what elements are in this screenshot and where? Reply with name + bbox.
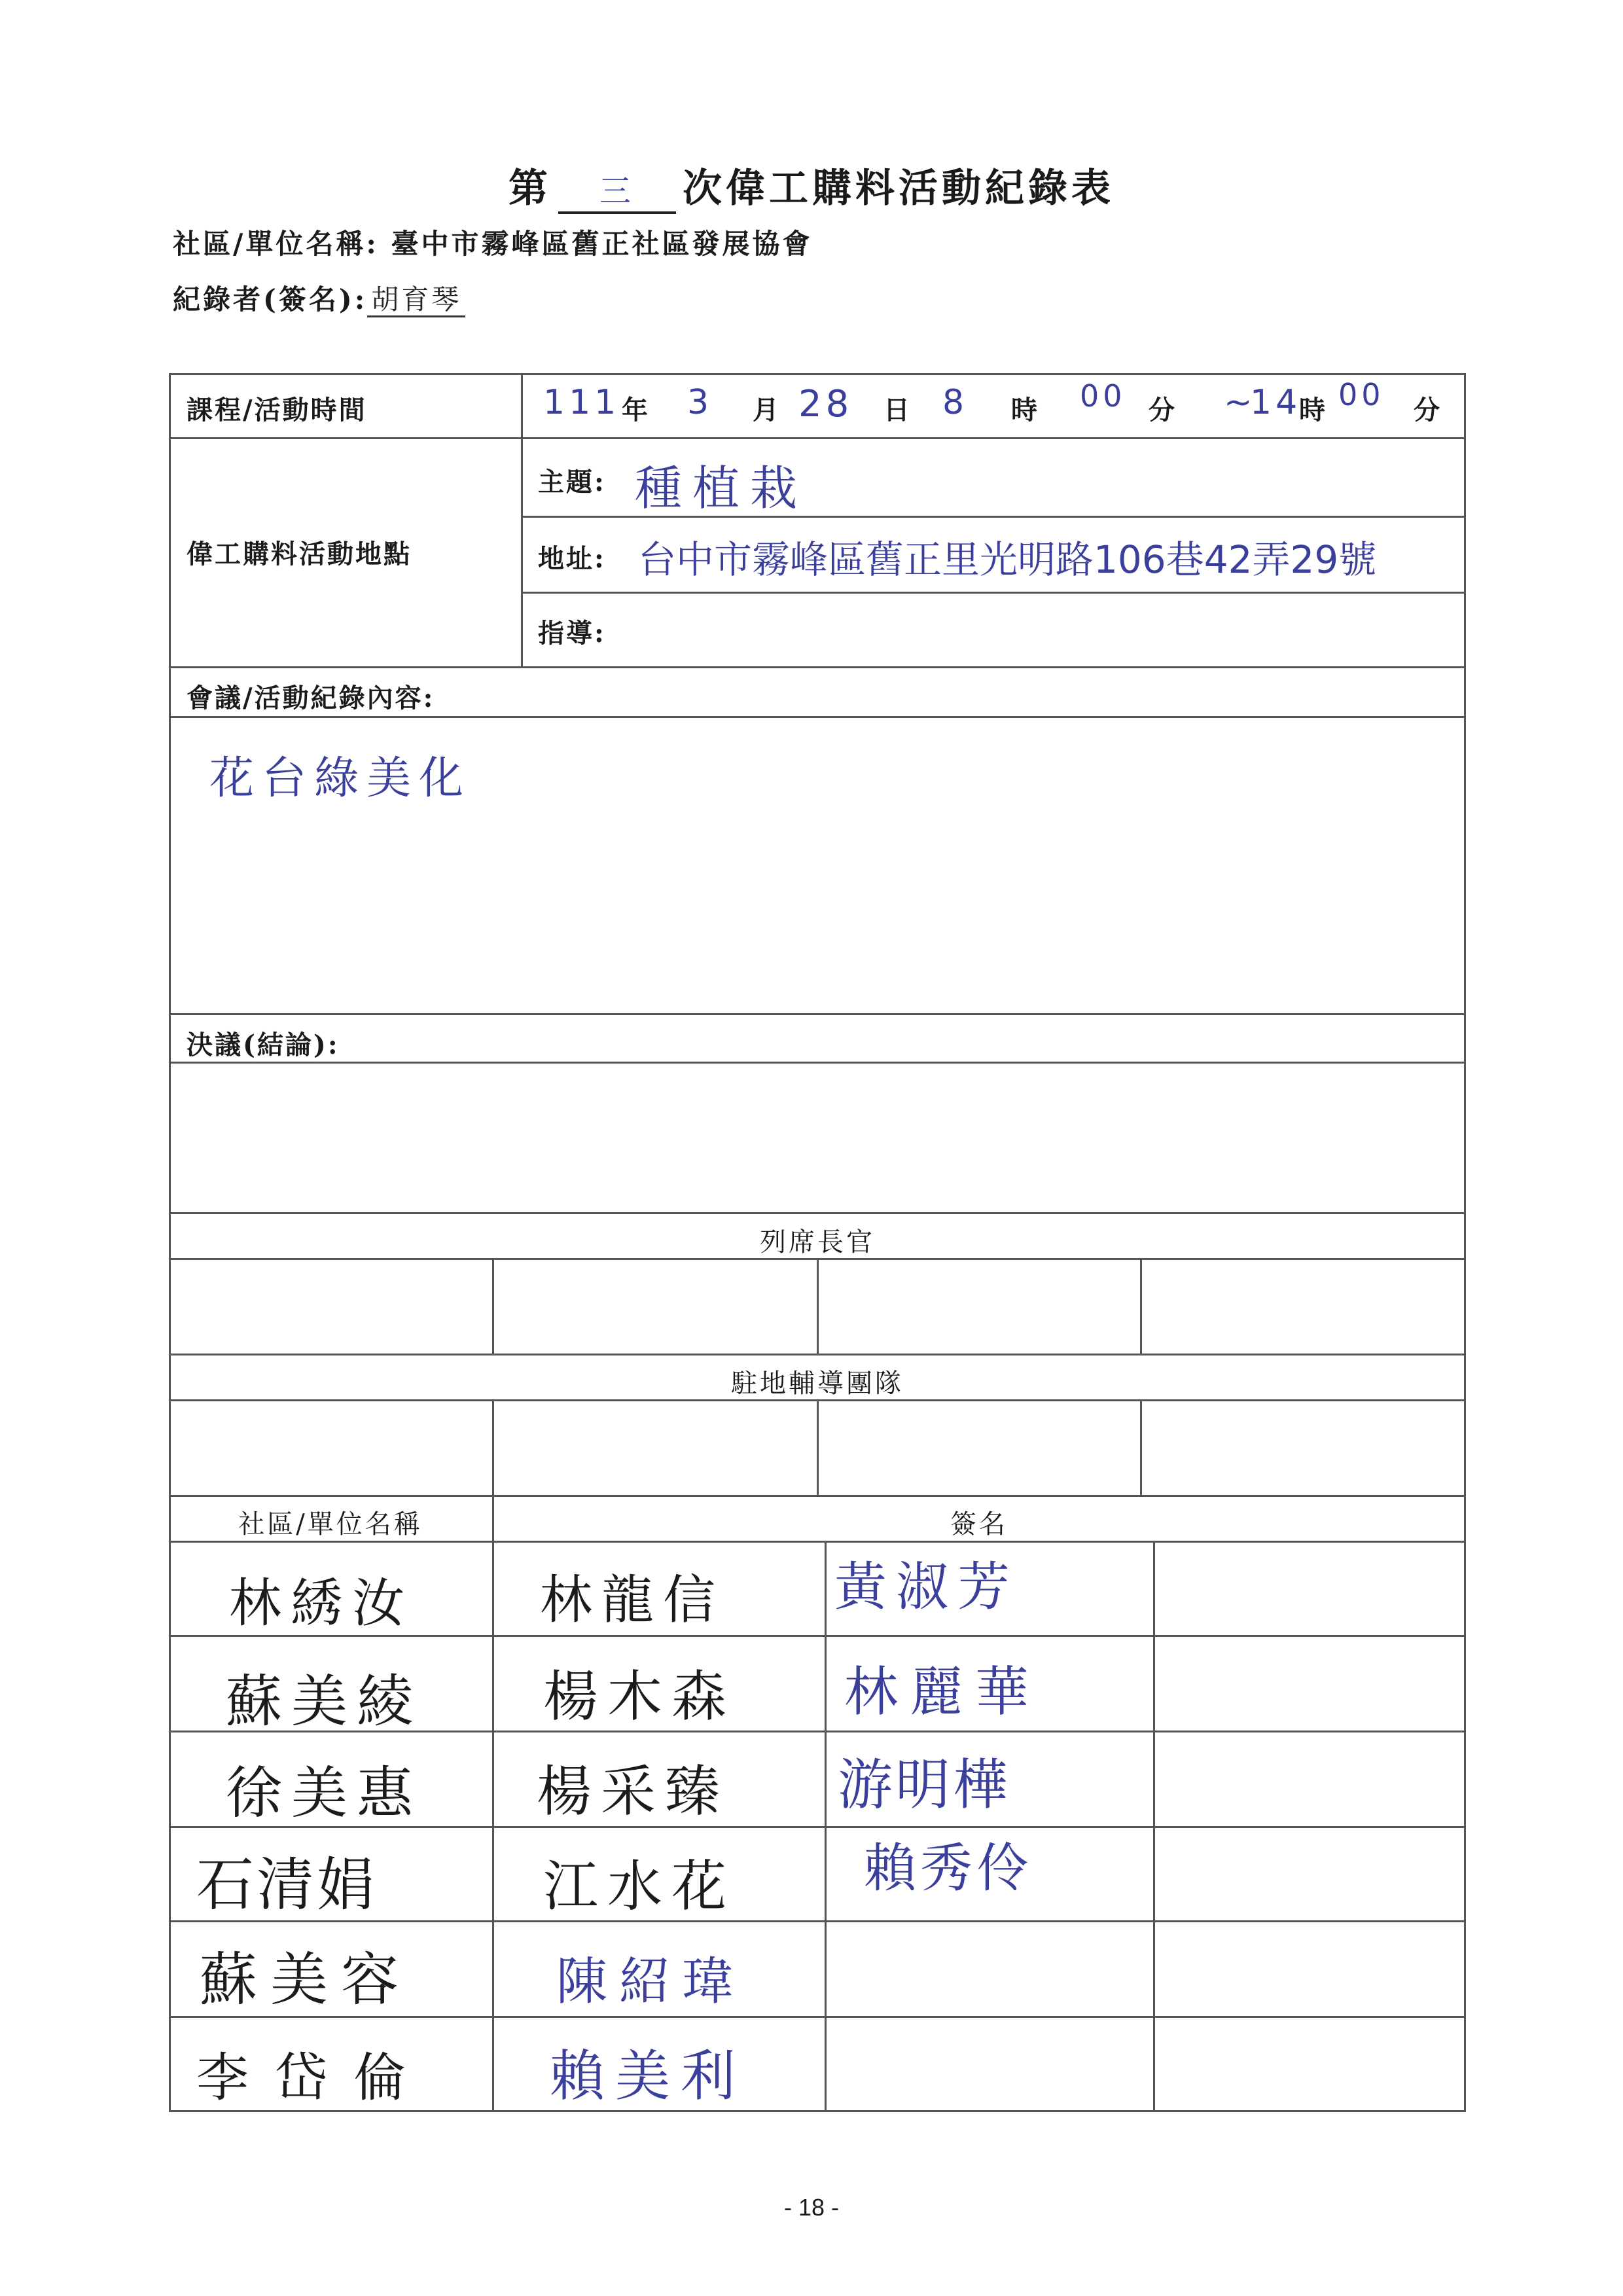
table-rule	[169, 716, 1466, 718]
table-rule	[169, 1541, 1466, 1543]
range-separator: ~	[1224, 383, 1257, 422]
signature-org: 徐美惠	[226, 1761, 422, 1826]
hour-unit: 時	[1011, 395, 1039, 425]
signature-org: 蘇美容	[200, 1946, 412, 2013]
org-name: 臺中市霧峰區舊正社區發展協會	[391, 228, 813, 260]
record-label: 會議/活動紀錄內容:	[187, 683, 435, 713]
end-min-unit: 分	[1414, 395, 1442, 425]
table-rule	[817, 1399, 819, 1495]
address-value: 台中市霧峰區舊正里光明路106巷42弄29號	[638, 537, 1377, 582]
time-label: 課程/活動時間	[187, 395, 367, 425]
table-rule	[492, 1399, 494, 1495]
title-prefix: 第	[508, 166, 552, 211]
table-rule	[1140, 1258, 1142, 1354]
table-rule	[1140, 1399, 1142, 1495]
year-unit: 年	[622, 395, 650, 425]
recorder-label: 紀錄者(簽名):	[173, 283, 368, 315]
day-unit: 日	[883, 395, 912, 425]
org-line	[173, 223, 813, 262]
min-unit: 分	[1149, 395, 1177, 425]
table-rule	[169, 1495, 1466, 1497]
table-rule	[169, 1062, 1466, 1064]
signature: 楊采臻	[537, 1759, 730, 1823]
theme-value: 種植栽	[635, 461, 808, 516]
month-unit: 月	[753, 395, 781, 425]
session-number: 三	[599, 173, 635, 209]
team-label: 駐地輔導團隊	[731, 1369, 904, 1399]
year-value: 111	[543, 383, 620, 422]
table-rule	[169, 1354, 1466, 1355]
signature: 林麗華	[844, 1661, 1041, 1723]
table-rule	[492, 1495, 494, 2112]
address-label: 地址:	[538, 543, 606, 574]
location-label: 偉工購料活動地點	[187, 539, 412, 569]
table-rule	[169, 666, 1466, 668]
org-column-header: 社區/單位名稱	[238, 1509, 423, 1539]
month-value: 3	[687, 383, 713, 422]
start-hour-value: 8	[942, 383, 969, 422]
officials-label: 列席長官	[760, 1227, 875, 1257]
end-hour-unit: 時	[1299, 395, 1327, 425]
theme-label: 主題:	[538, 467, 606, 497]
signature-org: 李岱倫	[196, 2047, 432, 2108]
signature: 林龍信	[540, 1570, 724, 1630]
end-min-value: 00	[1338, 377, 1385, 412]
signature: 陳紹瑋	[556, 1952, 745, 2011]
signature-org: 林綉汝	[229, 1573, 414, 1634]
signature: 黃淑芳	[834, 1556, 1019, 1617]
sign-column-header: 簽名	[950, 1509, 1008, 1539]
table-rule	[169, 437, 1466, 439]
table-rule	[169, 373, 1466, 375]
table-rule	[521, 592, 1466, 594]
recorder-name: 胡育琴	[367, 283, 465, 317]
org-label: 社區/單位名稱:	[173, 228, 379, 260]
resolution-label: 決議(結論):	[187, 1030, 340, 1060]
signature: 楊木森	[543, 1664, 736, 1729]
table-rule	[1153, 1541, 1155, 2112]
start-min-value: 00	[1080, 378, 1126, 414]
session-number-blank	[558, 166, 676, 214]
title-suffix: 次偉工購料活動紀錄表	[683, 166, 1115, 211]
signature: 游明樺	[838, 1753, 1011, 1817]
signature-org: 蘇美綾	[226, 1669, 422, 1734]
signature: 江水花	[543, 1854, 736, 1918]
table-rule	[817, 1258, 819, 1354]
end-hour-value: 14	[1250, 383, 1302, 422]
table-rule	[521, 373, 523, 666]
page-number: - 18 -	[783, 2194, 840, 2221]
signature: 賴秀伶	[864, 1838, 1033, 1899]
table-rule	[825, 1541, 827, 2112]
table-rule	[492, 1258, 494, 1354]
table-rule	[169, 1212, 1466, 1214]
recorder-line	[173, 278, 465, 317]
table-rule	[169, 1013, 1466, 1015]
record-content: 花台綠美化	[209, 753, 472, 804]
form-title	[0, 157, 1623, 214]
day-value: 28	[798, 383, 853, 425]
signature-org: 石清娟	[196, 1851, 378, 1918]
signature: 賴美利	[550, 2044, 747, 2108]
guide-label: 指導:	[538, 618, 606, 649]
